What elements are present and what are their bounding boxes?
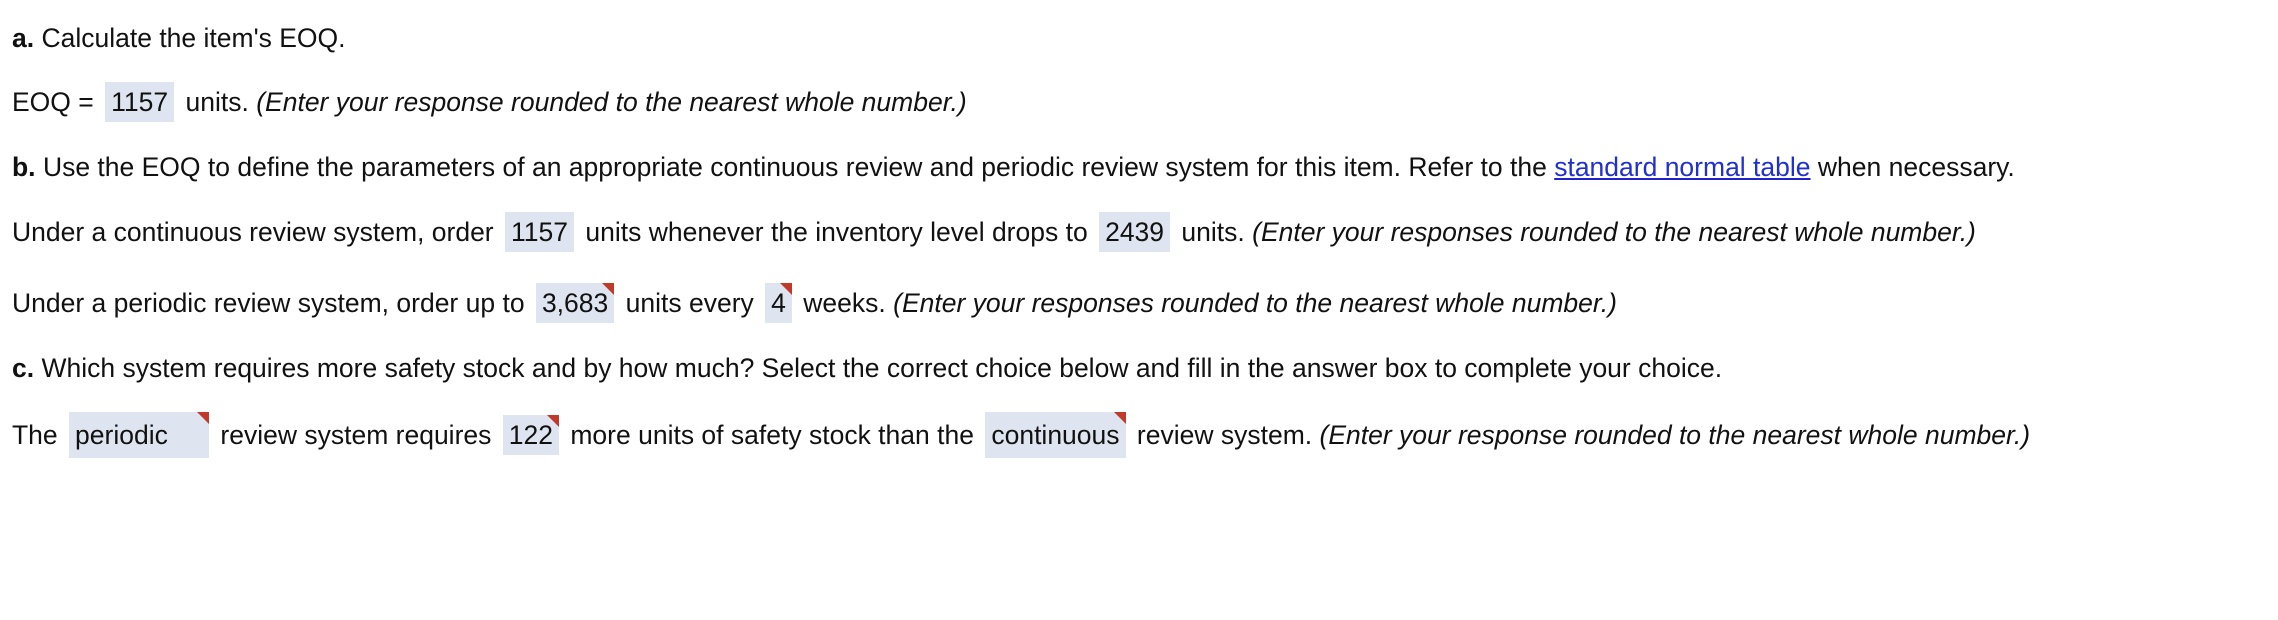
part-c-text-4: review system. — [1136, 420, 1313, 450]
periodic-text-2: units every — [625, 288, 754, 318]
continuous-hint: (Enter your responses rounded to the nearest whole number.) — [1252, 217, 1976, 247]
part-c-text-2: review system requires — [220, 420, 492, 450]
review-weeks-box[interactable]: 4 — [765, 283, 792, 323]
part-c-question — [12, 346, 1722, 386]
system-choice-dropdown[interactable]: periodic — [69, 412, 209, 458]
continuous-text-2: units whenever the inventory level drops to — [585, 217, 1088, 247]
part-a-label: a. — [12, 23, 35, 53]
continuous-order-qty-box[interactable]: 1157 — [505, 212, 574, 252]
part-c-answer-line — [12, 410, 2030, 456]
periodic-review-line — [12, 281, 1617, 321]
continuous-text-1: Under a continuous review system, order — [12, 217, 494, 247]
reorder-point-box[interactable]: 2439 — [1099, 212, 1170, 252]
part-c-text-1: The — [12, 420, 58, 450]
part-b-question — [12, 145, 2015, 185]
periodic-text-1: Under a periodic review system, order up to — [12, 288, 525, 318]
extra-units-box[interactable]: 122 — [503, 415, 559, 455]
part-b-question-tail: when necessary. — [1817, 152, 2015, 182]
part-c-text-3: more units of safety stock than the — [570, 420, 974, 450]
continuous-review-line — [12, 210, 1976, 250]
part-a-question — [12, 16, 346, 56]
part-a-question-text: Calculate the item's EOQ. — [41, 23, 346, 53]
eoq-hint: (Enter your response rounded to the nearest whole number.) — [256, 87, 967, 117]
target-inventory-box[interactable]: 3,683 — [536, 283, 614, 323]
eoq-answer-box[interactable]: 1157 — [105, 82, 174, 122]
eoq-prefix: EOQ = — [12, 87, 94, 117]
standard-normal-table-link[interactable]: standard normal table — [1554, 152, 1811, 182]
eoq-line — [12, 80, 967, 120]
part-c-hint: (Enter your response rounded to the nearest whole number.) — [1319, 420, 2031, 450]
periodic-hint: (Enter your responses rounded to the nearest whole number.) — [893, 288, 1617, 318]
other-system-dropdown[interactable]: continuous — [985, 412, 1125, 458]
periodic-text-3: weeks. — [803, 288, 886, 318]
part-c-label: c. — [12, 353, 35, 383]
part-b-label: b. — [12, 152, 36, 182]
part-c-question-text: Which system requires more safety stock and by how much? Select the correct choice below and fill in the answer box to complete your choice. — [41, 353, 1723, 383]
eoq-suffix: units. — [185, 87, 249, 117]
part-b-question-text: Use the EOQ to define the parameters of an appropriate continuous review and periodic review system for this item. Refer to the — [42, 152, 1547, 182]
continuous-text-3: units. — [1181, 217, 1245, 247]
